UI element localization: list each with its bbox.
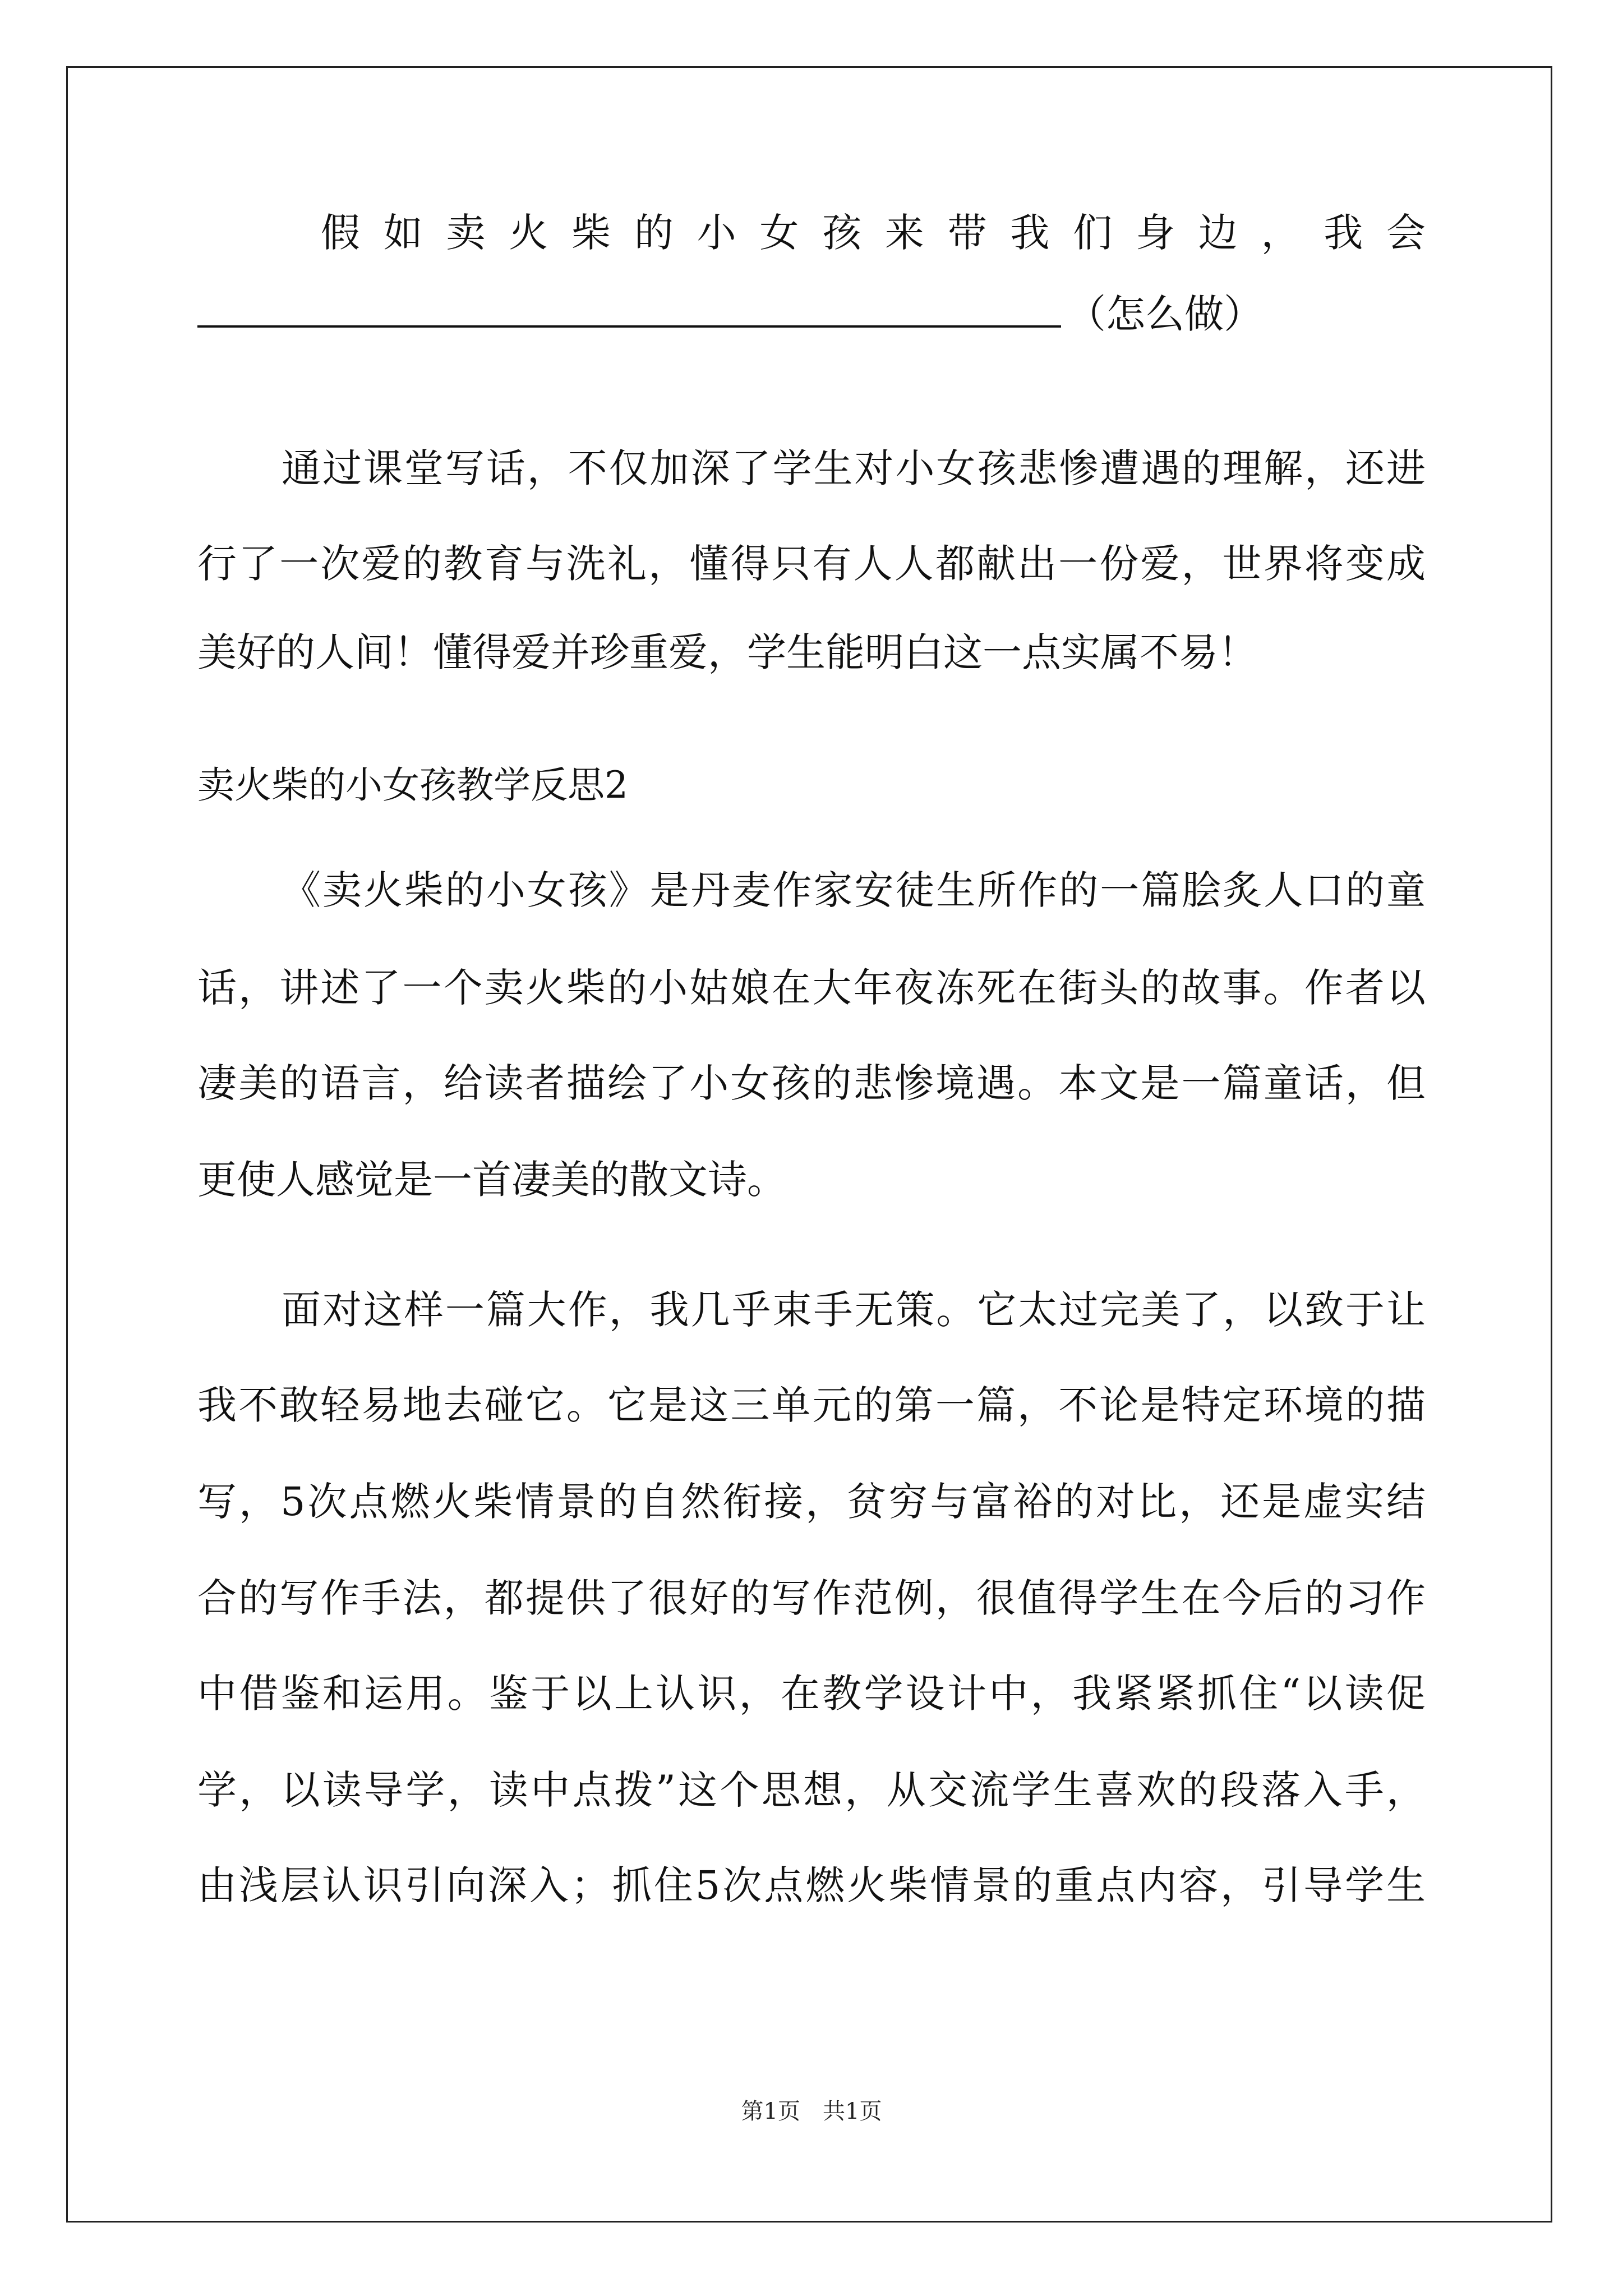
paragraph-3-line-6: 学，以读导学，读中点拨”这个思想，从交流学生喜欢的段落入手， <box>197 1767 1426 1813</box>
paragraph-3-line-2: 我不敢轻易地去碰它。它是这三单元的第一篇，不论是特定环境的描 <box>197 1382 1426 1428</box>
paragraph-3-line-3: 写，5次点燃火柴情景的自然衔接，贫穷与富裕的对比，还是虚实结 <box>197 1479 1426 1525</box>
paragraph-2-line-4: 更使人感觉是一首凄美的散文诗。 <box>197 1157 786 1203</box>
paragraph-1-line-1: 通过课堂写话，不仅加深了学生对小女孩悲惨遭遇的理解，还进 <box>282 445 1426 491</box>
paragraph-2-line-3: 凄美的语言，给读者描绘了小女孩的悲惨境遇。本文是一篇童话，但 <box>197 1060 1426 1106</box>
answer-blank <box>197 285 1061 328</box>
prompt-suffix: （怎么做） <box>1067 291 1263 337</box>
paragraph-3-line-1: 面对这样一篇大作，我几乎束手无策。它太过完美了，以致于让 <box>282 1287 1426 1333</box>
paragraph-3-line-4: 合的写作手法，都提供了很好的写作范例，很值得学生在今后的习作 <box>197 1575 1426 1621</box>
prompt-line-1: 假如卖火柴的小女孩来带我们身边，我会 <box>321 210 1426 256</box>
paragraph-2-line-1: 《卖火柴的小女孩》是丹麦作家安徒生所作的一篇脍炙人口的童 <box>282 867 1426 913</box>
paragraph-3-line-7: 由浅层认识引向深入；抓住5次点燃火柴情景的重点内容，引导学生 <box>197 1862 1426 1908</box>
page-number: 第1页 共1页 <box>741 2099 882 2124</box>
paragraph-2-line-2: 话，讲述了一个卖火柴的小姑娘在大年夜冻死在街头的故事。作者以 <box>197 965 1426 1011</box>
paragraph-1-line-3: 美好的人间！懂得爱并珍重爱，学生能明白这一点实属不易！ <box>197 629 1257 675</box>
paragraph-3-line-5: 中借鉴和运用。鉴于以上认识，在教学设计中，我紧紧抓住“以读促 <box>197 1671 1426 1717</box>
paragraph-1-line-2: 行了一次爱的教育与洗礼，懂得只有人人都献出一份爱，世界将变成 <box>197 541 1426 587</box>
section-heading: 卖火柴的小女孩教学反思2 <box>197 763 628 807</box>
prompt-line-2 <box>197 283 1426 345</box>
